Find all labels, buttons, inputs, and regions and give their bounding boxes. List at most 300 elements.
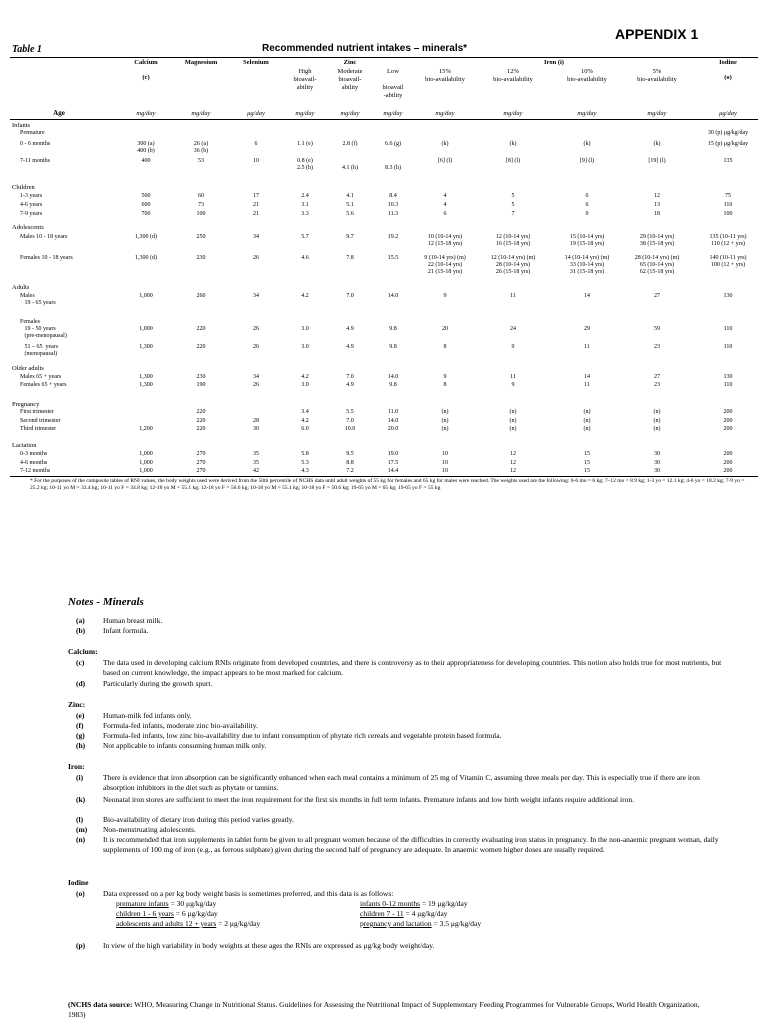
table-cell: 8.4 — [389, 193, 397, 199]
table-cell: 1,000 — [139, 326, 153, 332]
table-cell: 110 — [723, 326, 733, 332]
table-cell: 26 (a) 36 (b) — [193, 141, 209, 154]
table-cell: 3.0 — [301, 382, 309, 388]
table-cell: 100 — [196, 211, 206, 217]
header-magnesium: Magnesium — [184, 59, 218, 66]
table-cell: 1,300 (d) — [135, 234, 157, 240]
table-cell: 53 — [198, 158, 204, 164]
note-key: (m) — [76, 825, 88, 834]
table-cell: 6 — [585, 193, 589, 199]
table-cell: 135 — [723, 158, 733, 164]
note-text: Particularly during the growth spurt. — [103, 679, 213, 688]
table-cell: 4 — [443, 202, 447, 208]
table-cell: 1,300 — [139, 344, 153, 350]
table-cell: 10.0 — [344, 426, 356, 432]
table-cell: 200 — [723, 426, 733, 432]
table-cell: 29 (10-14 yrs) 38 (15-18 yrs) — [639, 234, 675, 247]
table-cell: 220 — [196, 409, 206, 415]
row-label: Males 10 - 18 years — [20, 234, 68, 240]
table-cell: (k) — [653, 141, 661, 147]
table-cell: (k) — [583, 141, 591, 147]
unit-label: mg/day — [647, 110, 667, 117]
table-cell: 220 — [196, 344, 206, 350]
group-lactation: Lactation — [12, 442, 37, 449]
table-cell: 34 — [253, 293, 259, 299]
table-cell: 13 — [654, 202, 660, 208]
table-cell: 15 (10-14 yrs) 19 (15-18 yrs) — [569, 234, 605, 247]
table-cell: 7.8 — [346, 255, 354, 261]
table-cell: 3.4 — [301, 409, 309, 415]
table-cell: (n) — [653, 426, 661, 432]
table-cell: 19.2 — [387, 234, 399, 240]
table-cell: 60 — [198, 193, 204, 199]
notes-zinc-heading: Zinc: — [68, 700, 86, 709]
table-top-rule — [10, 57, 758, 58]
table-cell: 11 — [584, 382, 590, 388]
table-cell: 11 — [510, 293, 516, 299]
row-label: Males 65 + years — [20, 374, 62, 380]
table-cell: (n) — [583, 409, 591, 415]
note-key: (o) — [76, 889, 85, 898]
table-cell: 59 — [654, 326, 660, 332]
table-cell: 15.5 — [387, 255, 399, 261]
table-cell: 8.8 — [346, 460, 354, 466]
table-cell: 200 — [723, 468, 733, 474]
table-cell: 270 — [196, 460, 206, 466]
table-cell: 10 — [442, 468, 448, 474]
header-zinc-high: High bioavail- ability — [293, 68, 317, 91]
note-key: (a) — [76, 616, 85, 625]
group-adolescents: Adolescents — [12, 224, 44, 231]
header-age: Age — [53, 109, 65, 117]
table-cell: 14 (10-14 yrs) (m) 33 (10-14 yrs) 31 (15-18 yrs) — [564, 255, 610, 275]
note-key: (c) — [76, 658, 85, 667]
note-text: Data expressed on a per kg body weight basis is sometimes preferred, and this data is as follows: — [103, 889, 394, 898]
table-cell: 34 — [253, 374, 259, 380]
table-cell: 5.5 — [346, 409, 354, 415]
table-cell: 6 — [443, 211, 447, 217]
table-cell: 26 — [253, 382, 259, 388]
table-cell: 5.8 — [301, 451, 309, 457]
note-key: (l) — [76, 815, 84, 824]
note-text: Non-menstruating adolescents. — [103, 825, 196, 834]
table-cell: (n) — [509, 418, 517, 424]
table-cell: 23 — [654, 382, 660, 388]
table-cell: 1,000 — [139, 293, 153, 299]
table-cell: 6 — [254, 141, 258, 147]
header-iron-5: 5% bio-availability — [637, 68, 677, 83]
note-text: In view of the high variability in body weights at these ages the RNIs are expressed as μg/kg body weight/day. — [103, 941, 435, 950]
table-cell: 5.6 — [346, 211, 354, 217]
table-cell: 12 — [654, 193, 660, 199]
note-text: Neonatal iron stores are sufficient to meet the iron requirement for the first six months in full term infants. Premature infants and low birth weight infants require additional iron. — [103, 795, 634, 804]
header-zinc: Zinc — [343, 59, 357, 66]
table-cell: 200 — [723, 418, 733, 424]
table-cell: 26 — [253, 255, 259, 261]
table-cell: 7 — [511, 211, 515, 217]
header-calcium: Calcium — [134, 59, 158, 66]
table-cell: 200 — [723, 451, 733, 457]
table-cell: (n) — [653, 409, 661, 415]
table-cell: 2.4 — [301, 193, 309, 199]
table-cell: 200 — [723, 460, 733, 466]
table-cell: 3.3 — [301, 211, 309, 217]
unit-label: mg/day — [136, 110, 156, 117]
table-cell: (n) — [583, 426, 591, 432]
table-cell: 30 — [654, 451, 660, 457]
table-cell: 21 — [253, 211, 259, 217]
note-text: The data used in developing calcium RNIs originate from developed countries, and there is controversy as to their appropriateness for developing countries. This notion also holds true for most nutrients, but based on current knowledge, the impact appears to be most marked for calcium. — [103, 658, 722, 677]
table-cell: 23 — [654, 344, 660, 350]
table-cell: 4.1 — [346, 193, 354, 199]
table-cell: 1,300 — [139, 382, 153, 388]
unit-label: mg/day — [340, 110, 360, 117]
row-label: 4-6 years — [20, 202, 43, 208]
group-adults: Adults — [12, 284, 30, 291]
table-cell: 1,000 — [139, 451, 153, 457]
iodine-weight-right — [360, 919, 481, 929]
row-label: Males 19 - 65 years — [20, 293, 56, 306]
header-iron-15: 15% bio-availability — [425, 68, 465, 83]
row-label: Third trimester — [20, 426, 57, 432]
table-cell: 20 — [442, 326, 448, 332]
table-cell: 11 — [510, 374, 516, 380]
notes-iron-heading: Iron: — [68, 762, 85, 771]
table-cell: 19.0 — [387, 451, 399, 457]
table-cell: 190 — [196, 382, 206, 388]
table-cell: 30 — [253, 426, 259, 432]
group-older-adults: Older adults — [12, 365, 44, 372]
table-cell: 14.0 — [387, 293, 399, 299]
header-selenium: Selenium — [243, 59, 269, 66]
iodine-group-name: children 7 - 11 — [360, 909, 404, 918]
table-cell: 26 — [253, 344, 259, 350]
table-cell: 7.2 — [346, 468, 354, 474]
header-calcium-note: (c) — [142, 74, 150, 81]
table-cell: 30 — [654, 468, 660, 474]
table-cell: 9 — [443, 293, 447, 299]
table-cell: (k) — [509, 141, 517, 147]
row-label: 4-6 months — [20, 460, 48, 466]
table-cell: (n) — [653, 418, 661, 424]
table-cell: 5 — [511, 193, 515, 199]
table-cell: 200 — [723, 409, 733, 415]
note-text: Infant formula. — [103, 626, 149, 635]
table-cell: 4.2 — [301, 374, 309, 380]
note-text: Formula-fed infants, low zinc bio-availability due to infant consumption of phytate rich cereals and vegetable protein based formula. — [103, 731, 502, 740]
table-cell: (n) — [509, 409, 517, 415]
table-cell: 500 — [141, 193, 151, 199]
table-cell: 15 — [584, 460, 590, 466]
row-label: Females 19 - 50 years (pre-menopausal) — [20, 319, 67, 339]
table-cell: 7.0 — [346, 374, 354, 380]
header-iron-12: 12% bio-availability — [493, 68, 533, 83]
table-cell: 1.1 (e) — [297, 141, 313, 147]
unit-label: mg/day — [191, 110, 211, 117]
table-cell: 21 — [253, 202, 259, 208]
table-cell: 34 — [253, 234, 259, 240]
iodine-group-value: = 30 μg/kg/day — [168, 899, 217, 908]
table-cell: 4.1 (h) — [342, 165, 358, 171]
unit-label: μg/day — [719, 110, 737, 117]
row-label: 1-3 years — [20, 193, 43, 199]
table-cell: 17 — [253, 193, 259, 199]
note-key: (b) — [76, 626, 86, 635]
table-cell: 110 — [723, 344, 733, 350]
table-cell: 9 — [511, 382, 515, 388]
table-cell: 14 — [584, 374, 590, 380]
table-cell: 5.7 — [301, 234, 309, 240]
row-label: 51 – 65 years (menopausal) — [24, 344, 59, 357]
table-cell: (n) — [441, 426, 449, 432]
note-key: (h) — [76, 741, 86, 750]
table-cell: 230 — [196, 255, 206, 261]
table-cell: 9.8 — [389, 382, 397, 388]
note-key: (f) — [76, 721, 84, 730]
iodine-group-name: infants 0-12 months — [360, 899, 420, 908]
note-key: (i) — [76, 773, 84, 782]
table-cell: 700 — [141, 211, 151, 217]
iodine-group-name: pregnancy and lactation — [360, 919, 432, 928]
table-cell: 8 — [443, 382, 447, 388]
iodine-group-value: = 19 μg/kg/day — [420, 899, 468, 908]
note-text: Bio-availability of dietary iron during this period varies greatly. — [103, 815, 294, 824]
source-citation — [68, 1000, 708, 1019]
table-cell: 11 — [584, 344, 590, 350]
table-cell: 8.3 (h) — [385, 165, 401, 171]
table-cell: 9 — [585, 211, 589, 217]
table-cell: (n) — [441, 418, 449, 424]
table-cell: 9.8 — [389, 344, 397, 350]
table-cell: 10 — [442, 460, 448, 466]
table-cell: 27 — [654, 374, 660, 380]
row-label: 7-11 months — [20, 158, 50, 164]
table-cell: 110 — [723, 382, 733, 388]
table-cell: 18 — [654, 211, 660, 217]
header-iodine-note: (o) — [724, 74, 732, 81]
iodine-group-name: adolescents and adults 12 + years — [116, 919, 217, 928]
table-cell: 14.0 — [387, 374, 399, 380]
note-key: (e) — [76, 711, 85, 720]
table-cell: 9 — [511, 344, 515, 350]
unit-label: mg/day — [503, 110, 523, 117]
iodine-group-name: children 1 - 6 years — [116, 909, 174, 918]
notes-calcium-heading: Calcium: — [68, 647, 98, 656]
table-cell: 1,200 — [139, 426, 153, 432]
header-zinc-moderate: Moderate bioavail- ability — [337, 68, 363, 91]
table-cell: 14 — [584, 293, 590, 299]
table-cell: 4.6 — [301, 255, 309, 261]
table-cell: 7.0 — [346, 418, 354, 424]
table-cell: 10 (10-14 yrs) 12 (15-18 yrs) — [427, 234, 463, 247]
source-label: (NCHS data source: — [68, 1000, 133, 1009]
table-cell: 12 — [510, 468, 516, 474]
table-cell: 9.8 — [389, 326, 397, 332]
table-cell: 12 — [510, 460, 516, 466]
table-cell: 24 — [510, 326, 516, 332]
unit-label: mg/day — [577, 110, 597, 117]
note-text: There is evidence that iron absorption can be significantly enhanced when each meal contains a minimum of 25 mg of Vitamin C, assuming three meals per day. This is especially true if there are iron absorption inhibitors in the diet such as phytate or tannins. — [103, 773, 700, 792]
row-label: Premature — [20, 130, 45, 136]
table-cell: 4.2 — [301, 418, 309, 424]
group-children: Children — [12, 184, 35, 191]
unit-label: μg/day — [247, 110, 265, 117]
table-cell: 1,300 — [139, 374, 153, 380]
table-cell: 3.0 — [301, 344, 309, 350]
table-title: Recommended nutrient intakes – minerals* — [262, 43, 468, 54]
table-cell: (k) — [441, 141, 449, 147]
table-cell: 9.5 — [346, 451, 354, 457]
notes-iodine-heading: Iodine — [68, 878, 89, 887]
table-cell: 9 (10-14 yrs) (m) 22 (10-14 yrs) 21 (15-18 yrs) — [424, 255, 466, 275]
table-cell: (n) — [583, 418, 591, 424]
table-cell: 73 — [198, 202, 204, 208]
table-cell: 130 — [723, 293, 733, 299]
table-cell: 1,300 (d) — [135, 255, 157, 261]
row-label: 7-9 years — [20, 211, 43, 217]
iodine-weight-left — [116, 899, 216, 909]
table-cell: 10 — [442, 451, 448, 457]
table-cell: 260 — [196, 293, 206, 299]
table-cell: 26 — [253, 326, 259, 332]
table-cell: 12 — [510, 451, 516, 457]
table-cell: 140 (10-11 yrs) 100 (12 + yrs) — [709, 255, 747, 268]
appendix-title: APPENDIX 1 — [615, 26, 699, 42]
table-cell: 300 (a) 400 (b) — [137, 141, 155, 154]
table-cell: 100 — [723, 211, 733, 217]
iodine-weight-left — [116, 909, 218, 919]
header-bottom-rule — [10, 119, 758, 120]
header-zinc-low: Low bioavail -ability — [382, 68, 404, 99]
table-cell: 9.7 — [346, 234, 354, 240]
table-cell: 135 (10-11 yrs) 110 (12 + yrs) — [709, 234, 747, 247]
source-text: WHO, Measuring Change in Nutritional Status. Guidelines for Assessing the Nutritional Impact of Supplementary Feeding Programmes for Vulnerable Groups, World Health Organization, 1983) — [68, 1000, 700, 1019]
note-text: Human breast milk. — [103, 616, 163, 625]
table-cell: 220 — [196, 426, 206, 432]
table-cell: 4.3 — [301, 468, 309, 474]
table-cell: 42 — [253, 468, 259, 474]
note-key: (d) — [76, 679, 86, 688]
row-label: Second trimester — [20, 418, 61, 424]
table-cell: 6.0 — [301, 426, 309, 432]
table-cell: 1,000 — [139, 468, 153, 474]
table-cell: 8 — [443, 344, 447, 350]
note-text: Human-milk fed infants only. — [103, 711, 192, 720]
header-iron: Iron (i) — [544, 59, 564, 66]
iodine-weight-right — [360, 899, 468, 909]
note-text: Formula-fed infants, moderate zinc bio-availability. — [103, 721, 258, 730]
iodine-group-value: = 2 μg/kg/day — [216, 919, 261, 928]
table-label: Table 1 — [12, 44, 42, 55]
table-cell: 220 — [196, 326, 206, 332]
table-cell: 10 — [253, 158, 259, 164]
table-cell: 6 — [585, 202, 589, 208]
table-cell: 1,000 — [139, 460, 153, 466]
table-cell: (n) — [509, 426, 517, 432]
table-cell: 4.9 — [346, 326, 354, 332]
iodine-weight-right — [360, 909, 448, 919]
table-cell: 15 — [584, 451, 590, 457]
note-key: (n) — [76, 835, 86, 844]
table-cell: 3.0 — [301, 326, 309, 332]
table-cell: 3.1 — [301, 202, 309, 208]
table-cell: 29 — [584, 326, 590, 332]
table-cell: 9 — [443, 374, 447, 380]
note-text: Not applicable to infants consuming human milk only. — [103, 741, 267, 750]
table-cell: 7.0 — [346, 293, 354, 299]
table-cell: [19] (l) — [648, 158, 666, 164]
table-cell: 5.3 — [301, 460, 309, 466]
row-label: Females 65 + years — [20, 382, 67, 388]
table-cell: 220 — [196, 418, 206, 424]
header-iodine: Iodine — [719, 59, 737, 66]
table-cell: 30 (p) μg/kg/day — [707, 130, 749, 136]
note-text: It is recommended that iron supplements in tablet form be given to all pregnant women because of the difficulties in correctly evaluating iron status in pregnancy. In the non-anaemic pregnant woman, daily supplements of 100 mg of iron (e.g., as ferrous sulphate) given during the second half of pregnancy are adequate. In anaemic women higher doses are usually required. — [103, 835, 719, 854]
table-cell: 6.6 (g) — [385, 141, 401, 147]
row-label: 0 - 6 months — [20, 141, 51, 147]
row-label: Females 10 - 18 years — [20, 255, 73, 261]
row-label: 0-3 months — [20, 451, 48, 457]
table-cell: 15 — [584, 468, 590, 474]
table-cell: 35 — [253, 451, 259, 457]
table-cell: 20.0 — [387, 426, 399, 432]
table-cell: 0.8 (e) 2.5 (h) — [297, 158, 313, 171]
table-cell: 250 — [196, 234, 206, 240]
table-footnote: * For the purposes of the composite tables of RNI values, the body weights used were derived from the 50th percentile of NCHS data until adult weights of 55 kg for females and 65 kg for males were reached. The weights used are the following: 0-6 mo = 6 kg; 7–12 mo = 8.9 kg; 1-3 yo = 12.1 kg; 4-6 yo = 18.2 kg; 7-9 yo = 25.2 kg; 10-11 yo M = 33.4 kg; 10-11 yo F = 34.8 kg; 12-18 yo M = 55.1 kg; 12-18 yo F = 50.6 kg; 10-18 yo M = 55.1 kg; 10-18 yo F = 50.6 kg; 19-65 yo M = 65 kg; 19-65 yo F = 55 kg — [30, 478, 745, 491]
table-cell: 11.0 — [387, 409, 399, 415]
table-cell: 600 — [141, 202, 151, 208]
iodine-weight-left — [116, 919, 260, 929]
table-cell: 10.3 — [387, 202, 399, 208]
table-cell: 4 — [443, 193, 447, 199]
table-cell: 27 — [654, 293, 660, 299]
table-cell: 270 — [196, 468, 206, 474]
table-cell: 17.5 — [387, 460, 399, 466]
row-label: 7-12 months — [20, 468, 51, 474]
iodine-group-name: premature infants — [116, 899, 169, 908]
table-cell: (n) — [441, 409, 449, 415]
note-key: (k) — [76, 795, 86, 804]
table-cell: 4.9 — [346, 344, 354, 350]
row-label: First trimester — [20, 409, 54, 415]
table-cell: 11.3 — [387, 211, 399, 217]
table-cell: 5 — [511, 202, 515, 208]
table-cell: [8] (l) — [505, 158, 521, 164]
table-cell: 14.0 — [387, 418, 399, 424]
iodine-group-value: = 4 μg/kg/day — [403, 909, 448, 918]
table-cell: 35 — [253, 460, 259, 466]
notes-title: Notes - Minerals — [68, 596, 144, 608]
table-cell: 12 (10-14 yrs) (m) 28 (10-14 yrs) 26 (15-18 yrs) — [490, 255, 536, 275]
table-cell: 400 — [141, 158, 151, 164]
group-pregnancy: Pregnancy — [12, 401, 40, 408]
table-cell: 28 (10-14 yrs) (m) 65 (10-14 yrs) 62 (15-18 yrs) — [634, 255, 680, 275]
table-cell: 14.4 — [387, 468, 399, 474]
table-cell: 4.9 — [346, 382, 354, 388]
table-cell: 230 — [196, 374, 206, 380]
table-cell: 5.1 — [346, 202, 354, 208]
table-cell: 12 (10-14 yrs) 16 (15-18 yrs) — [495, 234, 531, 247]
table-cell: 75 — [725, 193, 731, 199]
table-cell: 270 — [196, 451, 206, 457]
unit-label: mg/day — [295, 110, 315, 117]
table-cell: 4.2 — [301, 293, 309, 299]
table-bottom-rule — [10, 476, 758, 477]
unit-label: mg/day — [383, 110, 403, 117]
table-cell: 28 — [253, 418, 259, 424]
table-cell: [6] (l) — [437, 158, 453, 164]
table-cell: 2.8 (f) — [342, 141, 358, 147]
